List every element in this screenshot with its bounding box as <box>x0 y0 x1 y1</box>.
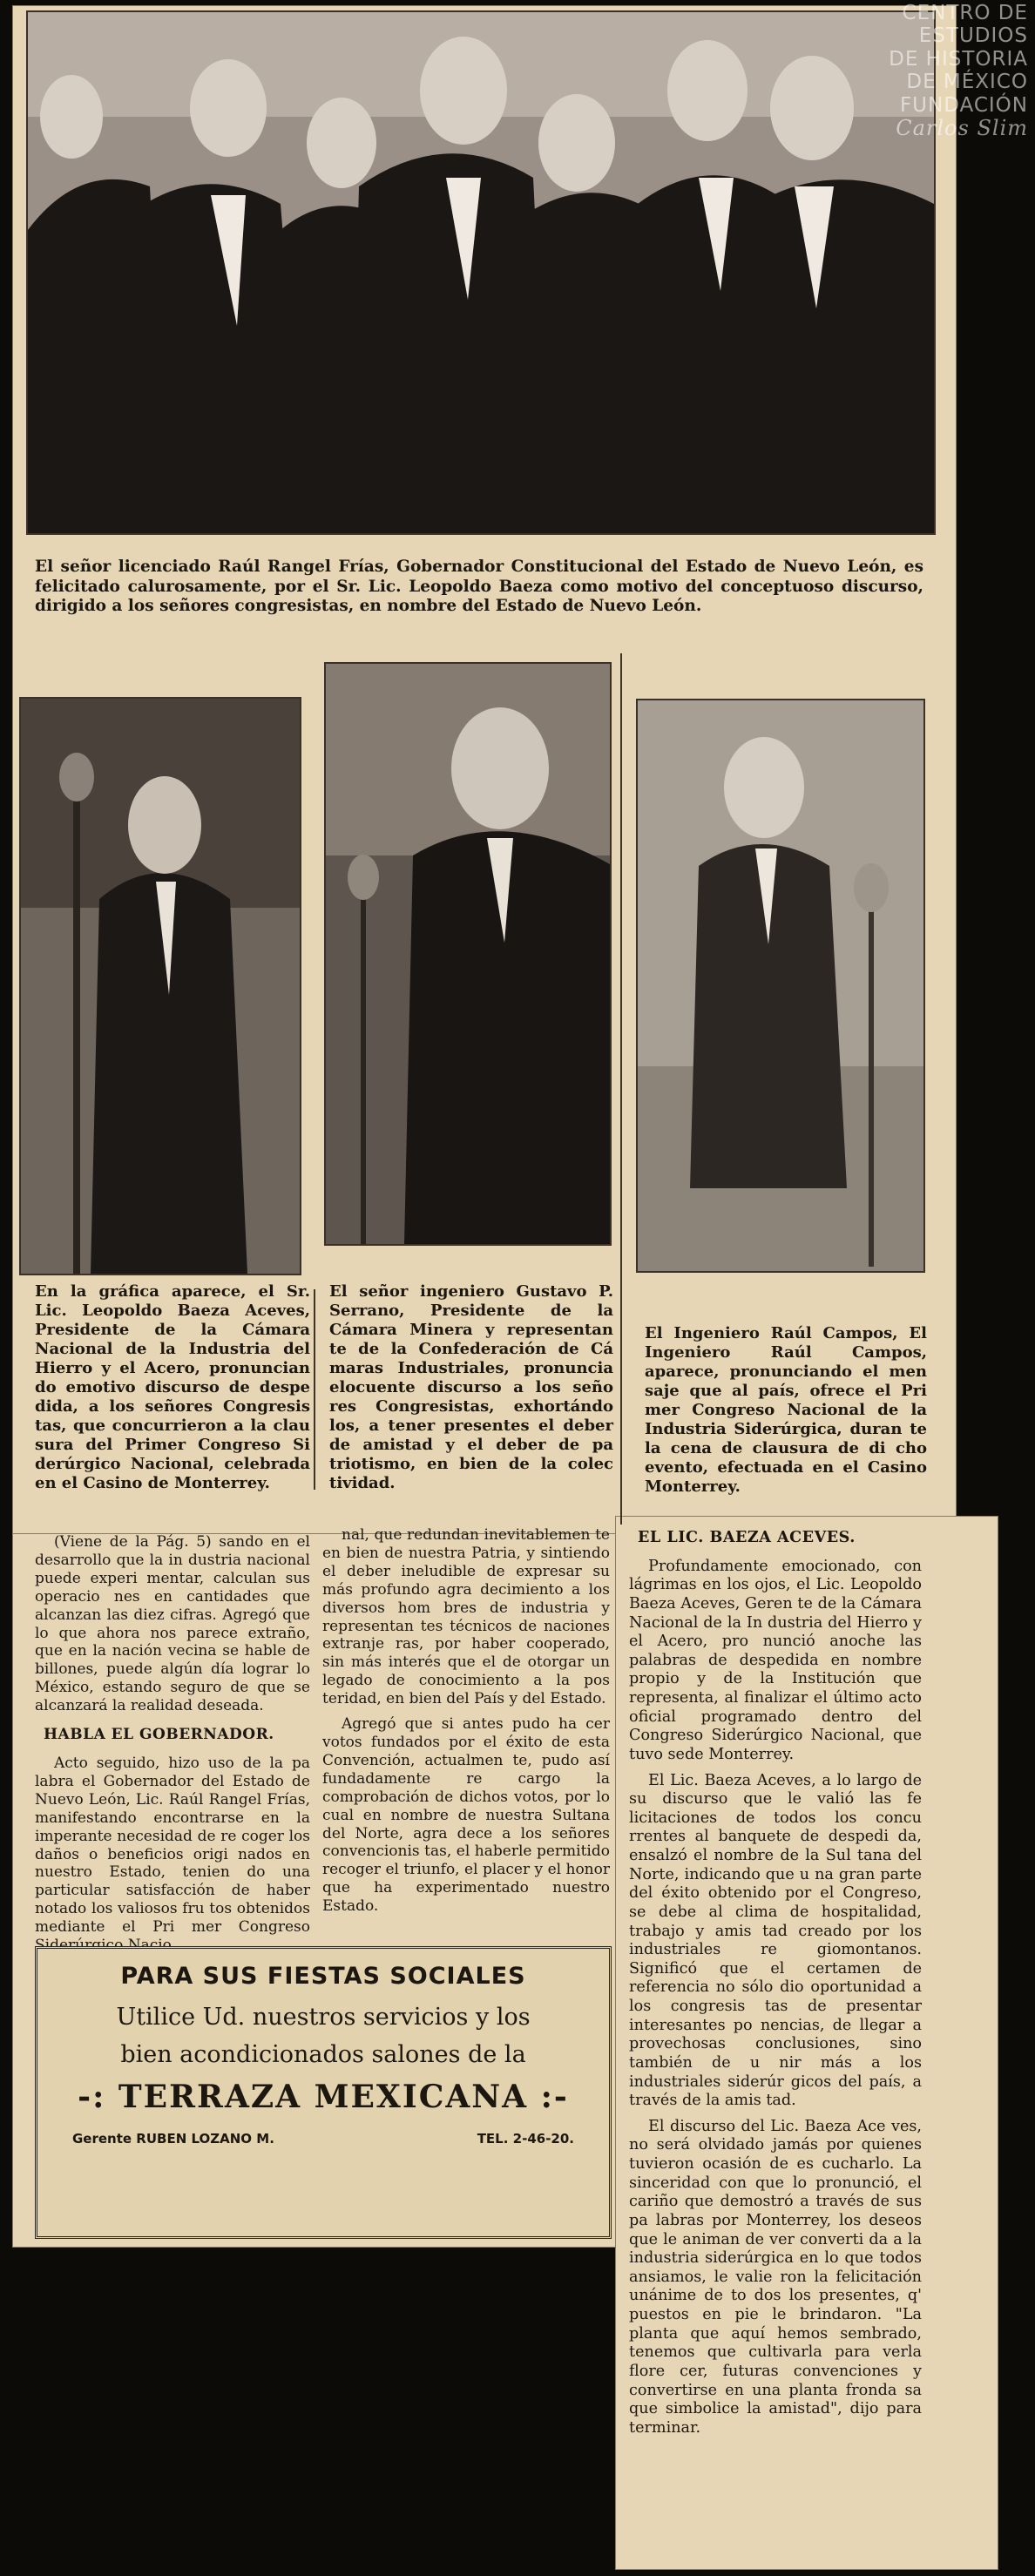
terraza-mexicana-ad <box>35 1946 612 2239</box>
watermark-signature: Carlos Slim <box>896 116 1028 141</box>
article-column-2 <box>322 1526 610 1923</box>
ad-manager: Gerente RUBEN LOZANO M. <box>72 2131 274 2147</box>
article-paragraph: Acto seguido, hizo uso de la pa labra el Gobernador del Estado de Nuevo León, Lic. Raúl Rangel Frías, manifestando encontrarse en la imperante necesidad de re coger los daños o beneficios origi nados en nuestro Estado, tenien do una particular satisfacción de haber notado los valiosos fru tos obtenidos mediante el Pri mer Congreso <box>35 1754 310 1937</box>
archive-watermark <box>871 2 1028 141</box>
watermark-line: CENTRO DE <box>902 2 1028 24</box>
article-paragraph: El Lic. Baeza Aceves, a lo largo de su discurso que le valió las fe licitaciones de todos los concu rrentes al banquete de despedi da, ensalzó el nombre de la Sul tana del Norte, indicando que u na gran parte del éxito obtenido por el Congreso, se debe al clima de hospitalidad, trabajo y amis tad creado por los industriales re giomontanos. Significó que el certamen de referencia no sólo dio oportunidad a los congresis tas de presentar interesantes po nencias, de llegar a provechosas conclusiones, sino también de u nir más a los industriales siderúr gicos del país, a través de la amis tad. <box>629 1771 922 2110</box>
photo-middle-caption: El señor ingeniero Gustavo P. Serrano, Presidente de la Cámara Minera y representan te de la Confederación de Cá maras Industriales, pronuncia elocuente discurso a los seño res Congresistas, exhortándo los, a tener presentes el deber de amistad y el deber de pa triotismo, en bien de la colec tividad. <box>329 1282 613 1492</box>
top-group-photo <box>26 10 936 535</box>
column-rule <box>620 653 622 1525</box>
ad-phone: TEL. 2-46-20. <box>477 2131 574 2147</box>
ad-text-line: Utilice Ud. nuestros servicios y los <box>116 2004 531 2031</box>
article-column-1 <box>35 1533 310 1962</box>
watermark-line: DE MÉXICO <box>906 71 1028 94</box>
ad-text-line: bien acondicionados salones de la <box>120 2041 526 2068</box>
photo-serrano-speaking <box>324 662 612 1246</box>
article-paragraph: (Viene de la Pág. 5) sando en el desarrollo que la in dustria nacional puede experi mentar, calculan sus operacio nes en cantidades que alcanzan las diez cifras. Agregó que lo que ahora nos parece extraño, que en la nación vecina se hable de billones, puede algún día lograr lo México, estando seguro de que se alcanzará la realidad deseada. <box>35 1533 310 1715</box>
photo-baeza-speaking <box>19 697 301 1275</box>
top-photo-caption: El señor licenciado Raúl Rangel Frías, Gobernador Constitucional del Estado de Nuevo León, es felicitado calurosamente, por el Sr. Lic. Leopoldo Baeza como motivo del conceptuoso discurso, dirigido a los señores congresistas, en nombre del Estado de Nuevo León. <box>35 558 923 616</box>
ad-headline: PARA SUS FIESTAS SOCIALES <box>120 1963 526 1990</box>
ad-business-name: -: TERRAZA MEXICANA :- <box>78 2079 569 2115</box>
watermark-line: DE HISTORIA <box>889 47 1028 71</box>
photo-left-caption: En la gráfica aparece, el Sr. Lic. Leopoldo Baeza Aceves, Presidente de la Cámara Nacional de la Industria del Hierro y el Acero, pronuncian do emotivo discurso de despe dida, a los señores Congresis tas, que concurrieron a la clau sura del Primer Congreso Si derúrgico Nacional, celebrada en el Casino de Monterrey. <box>35 1282 310 1492</box>
photo-campos-speaking <box>636 699 925 1273</box>
article-column-3 <box>629 1526 922 2444</box>
column-rule <box>314 1289 315 1490</box>
watermark-line: ESTUDIOS <box>918 24 1028 48</box>
article-paragraph: Agregó que si antes pudo ha cer votos fundados por el éxito de esta Convención, actualmen te, pudo así fundadamente re cargo la comprobación de dichos votos, por lo cual en nombre de nuestra Sultana del Norte, agra dece a los señores convencionis tas, el haberle permitido recoger el triunfo, el placer y el honor que ha experimentado nuestro Estado. <box>322 1715 610 1916</box>
article-paragraph: El discurso del Lic. Baeza Ace ves, no será olvidado jamás por quienes tuvieron ocasión de es cucharlo. La sinceridad con que lo pronunció, el cariño que demostró a través de sus pa labras por Monterrey, los deseos que le animan de ver converti da a la industria siderúrgica en lo que todos ansiamos, le valie ron la felicitación unánime de to dos los presentes, q' puestos en pie le brindaron. "La planta que aquí hemos sembrado, tenemos que cultivarla para verla flore cer, futuras convenciones y convertirse en una planta fronda sa que simbolice la amistad", dijo para terminar. <box>629 2117 922 2437</box>
watermark-line: FUNDACIÓN <box>899 93 1028 117</box>
article-paragraph: Profundamente emocionado, con lágrimas en los ojos, el Lic. Leopoldo Baeza Aceves, Geren te de la Cámara Nacional de la In dustria del Hierro y el Acero, pro nunció anoche las palabras de despedida en nombre propio y de la Institución que representa, al finalizar el último acto oficial programado dentro del Congreso Siderúrgico Nacional, que tuvo sede Monterrey. <box>629 1557 922 1763</box>
section-heading: HABLA EL GOBERNADOR. <box>44 1726 274 1744</box>
article-paragraph: nal, que redundan inevitablemen te en bien de nuestra Patria, y sintiendo el deber ineludible de expresar su más profundo agra decimiento a los diversos hom bres de industria y representan tes técnicos de naciones extranje ras, por haber cooperado, sin más interés que el de otorgar un legado de conocimiento a la pos teridad, en bien del País y del Estado. <box>322 1526 610 1708</box>
photo-right-caption: El Ingeniero Raúl Campos, El Ingeniero Raúl Campos, aparece, pronunciando el men saje que al país, ofrece el Pri mer Congreso Nacional de la Industria Siderúrgica, duran te la cena de clausura de di cho evento, efectuada en el Casino Monterrey. <box>645 1324 927 1496</box>
section-heading: EL LIC. BAEZA ACEVES. <box>638 1528 856 1546</box>
